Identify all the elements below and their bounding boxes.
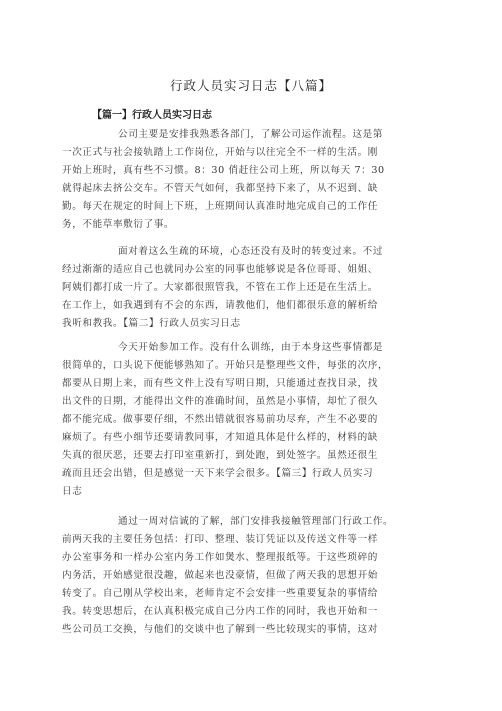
paragraph-line: 就得起床去挤公交车。不管天气如何，我都坚持下来了，从不迟到、缺 [62,183,379,194]
paragraph-line: 阿姨们都打成一片了。大家都很照管我，不管在工作上还是在生活上。 [62,282,379,293]
paragraph-line: 公司主要是安排我熟悉各部门，了解公司运作流程。这是第 [118,129,384,140]
paragraph-line: 内务活，开始感觉很没趣，做起来也没豪情，但做了两天我的思想开始 [62,570,379,581]
paragraph-line: 都要从日期上来，而有些文件上没有写明日期，只能通过查找目录，找 [62,378,379,389]
paragraph-line: 经过渐渐的适应自己也就同办公室的同事也能够说是各位哥哥、姐姐、 [62,264,379,275]
paragraph-line: 麻烦了。有些小细节还要请教同事，才知道具体是什么样的，材料的缺 [62,432,379,443]
paragraph-line: 通过一周对信诚的了解，部门安排我接触管理部门行政工作。 [118,516,394,527]
paragraph-line: 些公司员工交换，与他们的交谈中也了解到一些比较现实的事情，这对 [62,624,379,635]
paragraph-line: 都不能完成。做事要仔细，不然出错就很容易前功尽弃，产生不必要的 [62,414,379,425]
paragraph-line: 很简单的，口头说下便能够熟知了。开始只是整理些文件，每张的次序， [62,360,389,371]
paragraph [62,243,383,333]
paragraph [62,126,385,234]
paragraph [62,339,388,501]
paragraph-line: 失真的很厌恶，还要去打印室重新打，到处跑，到处签字。虽然还很生 [62,450,379,461]
paragraph-line: 务，不能草率敷衍了事。 [62,219,175,230]
paragraph-line: 日志 [62,486,83,497]
paragraph-line: 我。转变思想后，在认真积极完成自己分内工作的同时，我也开始和一 [62,606,379,617]
paragraph-line: 办公室事务和一样办公室内务工作如煲水、整理报纸等。于这些琐碎的 [62,552,379,563]
section-heading: 【篇一】行政人员实习日志 [92,110,212,121]
paragraph-line: 开始上班时，真有些不习惯。8：30 俏赶往公司上班，所以每天 7：30 [62,165,385,176]
paragraph-line: 今天开始参加工作。没有什么训练，由于本身这些事情都是 [118,342,384,353]
paragraph-line: 一次正式与社会接轨踏上工作岗位，开始与以往完全不一样的生活。刚 [62,147,379,158]
paragraph-line: 面对着这么生疏的环境，心态还没有及时的转变过来。不过 [118,246,384,257]
paragraph-line: 前两天我的主要任务包括：打印、整理、装订凭证以及传送文件等一样 [62,534,379,545]
document-title: 行政人员实习日志【八篇】 [169,78,332,93]
paragraph [62,513,393,639]
paragraph-line: 我听和教我。【篇二】行政人员实习日志 [62,318,241,329]
paragraph-line: 疏而且还会出错，但是感觉一天下来学会很多。【篇三】行政人员实习 [62,468,374,479]
paragraph-line: 出文件的日期，才能得出文件的准确时间，虽然是小事情，却忙了很久 [62,396,379,407]
paragraph-line: 在工作上，如我遇到有不会的东西，请教他们，他们都很乐意的解析给 [62,300,379,311]
paragraph-line: 转变了。自己刚从学校出来，老师肯定不会安排一些重要复杂的事情给 [62,588,379,599]
paragraph-line: 勤。每天在规定的时间上下班，上班期间认真准时地完成自己的工作任 [62,201,379,212]
